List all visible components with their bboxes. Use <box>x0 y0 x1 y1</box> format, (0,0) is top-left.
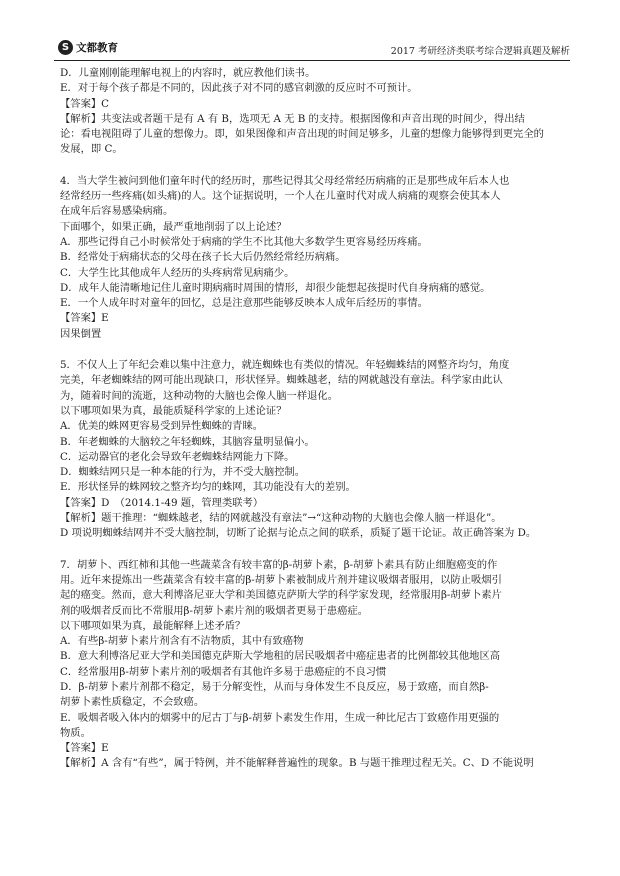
q5-stem-line-1: 5．不仅人上了年纪会难以集中注意力，就连蜘蛛也有类似的情况。年轻蜘蛛结的网整齐均匀，角度 <box>60 359 510 372</box>
logo-icon: S <box>58 40 73 55</box>
q5-answer: 【答案】D （2014.1-49 题，管理类联考） <box>60 496 264 509</box>
question-4 <box>60 174 570 342</box>
q3-analysis-line-1: 【解析】共变法或者题干是有 A 有 B，选项无 A 无 B 的支持。根据图像和声音出现的时间少，得出结 <box>60 112 525 125</box>
q7-option-b: B．意大利博洛尼亚大学和美国德克萨斯大学地租的居民吸烟者中癌症患者的比例都较其他地区高 <box>60 650 501 663</box>
q5-analysis-line-1: 【解析】题干推理：“蜘蛛越老，结的网就越没有章法”→“这种动物的大脑也会像人脑一样退化”。 <box>60 512 502 525</box>
q7-question: 以下哪项如果为真，最能解释上述矛盾？ <box>60 619 246 632</box>
page-header <box>54 40 570 62</box>
q5-option-c: C．运动器官的老化会导致年老蜘蛛结网能力下降。 <box>60 450 295 463</box>
spacer <box>60 342 570 358</box>
q4-stem-line-3: 在成年后容易感染病痛。 <box>60 205 174 218</box>
q7-option-d-line-1: D．β-胡萝卜素片剂都不稳定，易于分解变性，从而与身体发生不良反应，易于致癌，而自然β- <box>60 680 489 693</box>
spacer <box>60 542 570 558</box>
q4-note: 因果倒置 <box>60 327 102 340</box>
q3-analysis-line-2: 论：看电视阻碍了儿童的想像力。即，如果图像和声音出现的时间足够多，儿童的想像力能够得到更完全的 <box>60 128 544 141</box>
question-5 <box>60 358 570 542</box>
q4-option-e: E．一个人成年时对童年的回忆，总是注意那些能够反映本人成年后经历的事情。 <box>60 297 428 310</box>
q5-option-a: A．优美的蛛网更容易受到异性蜘蛛的青睐。 <box>60 420 264 433</box>
q7-option-e-line-1: E．吸烟者吸入体内的烟雾中的尼古丁与β-胡萝卜素发生作用，生成一种比尼古丁致癌作用更强的 <box>60 711 500 724</box>
header-title: 2017 考研经济类联考综合逻辑真题及解析 <box>390 46 570 57</box>
q7-option-a: A．有些β-胡萝卜素片剂含有不洁物质，其中有致癌物 <box>60 635 304 648</box>
q3-option-d: D．儿童刚刚能理解电视上的内容时，就应教他们读书。 <box>60 67 316 79</box>
q3-answer: 【答案】C <box>60 97 110 110</box>
q5-question: 以下哪项如果为真，最能质疑科学家的上述论证？ <box>60 404 287 417</box>
q3-analysis-line-3: 发展，即 C。 <box>60 143 123 156</box>
question-3 <box>60 66 570 158</box>
q5-analysis-line-2: D 项说明蜘蛛结网并不受大脑控制，切断了论据与论点之间的联系，质疑了题干论证。故正确答案为 D。 <box>60 527 537 540</box>
q7-option-c: C．经常服用β-胡萝卜素片剂的吸烟者有其他许多易于患癌症的不良习惯 <box>60 665 387 678</box>
q5-stem-line-3: 为，随着时间的流逝，这种动物的大脑也会像人脑一样退化。 <box>60 389 339 402</box>
q4-question: 下面哪个，如果正确，最严重地削弱了以上论述？ <box>60 220 287 233</box>
q7-option-e-line-2: 物质。 <box>60 726 91 739</box>
q4-option-c: C．大学生比其他成年人经历的头疼病常见病痛少。 <box>60 266 295 279</box>
q5-option-b: B．年老蜘蛛的大脑较之年轻蜘蛛，其脑容量明显偏小。 <box>60 435 315 448</box>
q5-option-d: D．蜘蛛结网只是一种本能的行为，并不受大脑控制。 <box>60 466 306 479</box>
q7-stem-line-4: 剂的吸烟者反而比不常服用β-胡萝卜素片剂的吸烟者更易于患癌症。 <box>60 604 369 617</box>
q5-option-e: E．形状怪异的蛛网较之整齐均匀的蛛网，其功能没有大的差别。 <box>60 481 356 494</box>
header-divider <box>54 60 570 61</box>
question-7 <box>60 558 570 772</box>
q4-option-a: A．那些记得自己小时候常处于病痛的学生不比其他大多数学生更容易经历疼痛。 <box>60 235 428 248</box>
q4-stem-line-1: 4．当大学生被问到他们童年时代的经历时，那些记得其父母经常经历病痛的正是那些成年后本人也 <box>60 174 510 187</box>
q4-option-d: D．成年人能清晰地记住儿童时期病痛时周围的情形，却很少能想起孩提时代自身病痛的感觉。 <box>60 281 491 294</box>
spacer <box>60 158 570 174</box>
q4-option-b: B．经常处于病痛状态的父母在孩子长大后仍然经常经历病痛。 <box>60 251 346 264</box>
q7-stem-line-3: 起的癌变。然而，意大利博洛尼亚大学和美国德克萨斯大学的科学家发现，经常服用β-胡萝卜素片 <box>60 589 502 602</box>
document-body <box>60 66 570 772</box>
q5-stem-line-2: 完美，年老蜘蛛结的网可能出现缺口，形状怪异。蜘蛛越老，结的网就越没有章法。科学家由此认 <box>60 374 503 387</box>
q7-analysis-line-1: 【解析】A 含有“有些”，属于特例，并不能解释普遍性的现象。B 与题干推理过程无关。C、D 不能说明 <box>60 757 534 770</box>
q7-answer: 【答案】E <box>60 742 109 755</box>
q7-stem-line-1: 7．胡萝卜、西红柿和其他一些蔬菜含有较丰富的β-胡萝卜素，β-胡萝卜素具有防止细胞癌变的作 <box>60 558 498 571</box>
q7-stem-line-2: 用。近年来提炼出一些蔬菜含有较丰富的β-胡萝卜素被制成片剂并建议吸烟者服用，以防止吸烟引 <box>60 573 502 586</box>
q4-answer: 【答案】E <box>60 312 109 325</box>
logo-text: 文都教育 <box>76 42 118 54</box>
brand-logo <box>58 40 118 55</box>
q3-option-e: E．对于每个孩子都是不同的，因此孩子对不同的感官刺激的反应时不可预计。 <box>60 82 418 95</box>
q7-option-d-line-2: 胡萝卜素性质稳定，不会致癌。 <box>60 696 205 709</box>
q4-stem-line-2: 经常经历一些疼痛(如头痛)的人。这个证据说明，一个人在儿童时代对成人病痛的观察会使其本人 <box>60 190 501 203</box>
